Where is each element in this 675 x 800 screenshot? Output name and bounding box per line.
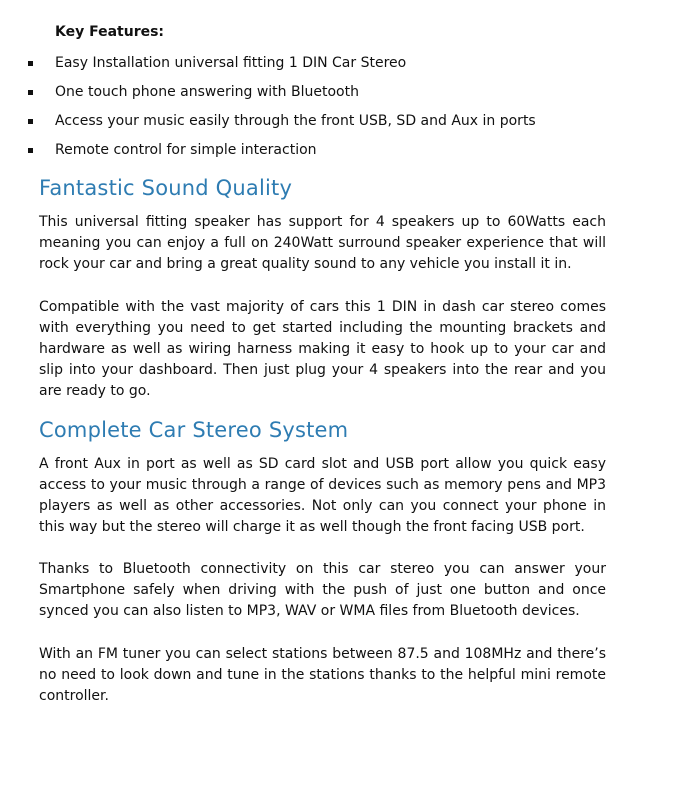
list-item bbox=[0, 111, 675, 140]
feature-text: Access your music easily through the front USB, SD and Aux in ports bbox=[55, 113, 536, 129]
bullet-icon bbox=[28, 148, 33, 153]
feature-text: Easy Installation universal fitting 1 DIN Car Stereo bbox=[55, 55, 407, 71]
feature-text: Remote control for simple interaction bbox=[55, 142, 317, 158]
paragraph: With an FM tuner you can select stations between 87.5 and 108MHz and there’s no need to look down and tune in the stations thanks to the helpful mini remote controller. bbox=[39, 646, 606, 704]
list-item bbox=[0, 140, 675, 169]
paragraph: Compatible with the vast majority of cars this 1 DIN in dash car stereo comes with everything you need to get started including the mounting brackets and hardware as well as wiring harness making it easy to hook up to your car and slip into your dashboard. Then just plug your 4 speakers into the rear and you are ready to go. bbox=[39, 299, 606, 399]
list-item bbox=[0, 53, 675, 82]
bullet-icon bbox=[28, 119, 33, 124]
paragraph: A front Aux in port as well as SD card slot and USB port allow you quick easy access to your music through a range of devices such as memory pens and MP3 players as well as other accessories. Not only can you connect your phone in this way but the stereo will charge it as well though the front facing USB port. bbox=[39, 456, 606, 535]
key-features-title: Key Features: bbox=[55, 24, 165, 40]
paragraph: This universal fitting speaker has support for 4 speakers up to 60Watts each meaning you can enjoy a full on 240Watt surround speaker experience that will rock your car and bring a great quality sound to any vehicle you install it in. bbox=[39, 214, 606, 272]
paragraph: Thanks to Bluetooth connectivity on this car stereo you can answer your Smartphone safely when driving with the push of just one button and once synced you can also listen to MP3, WAV or WMA files from Bluetooth devices. bbox=[39, 561, 606, 619]
key-features-list bbox=[0, 53, 675, 169]
feature-text: One touch phone answering with Bluetooth bbox=[55, 84, 359, 100]
section-heading-car-stereo-system: Complete Car Stereo System bbox=[39, 418, 349, 442]
section-heading-sound-quality: Fantastic Sound Quality bbox=[39, 176, 293, 200]
bullet-icon bbox=[28, 90, 33, 95]
bullet-icon bbox=[28, 61, 33, 66]
list-item bbox=[0, 82, 675, 111]
